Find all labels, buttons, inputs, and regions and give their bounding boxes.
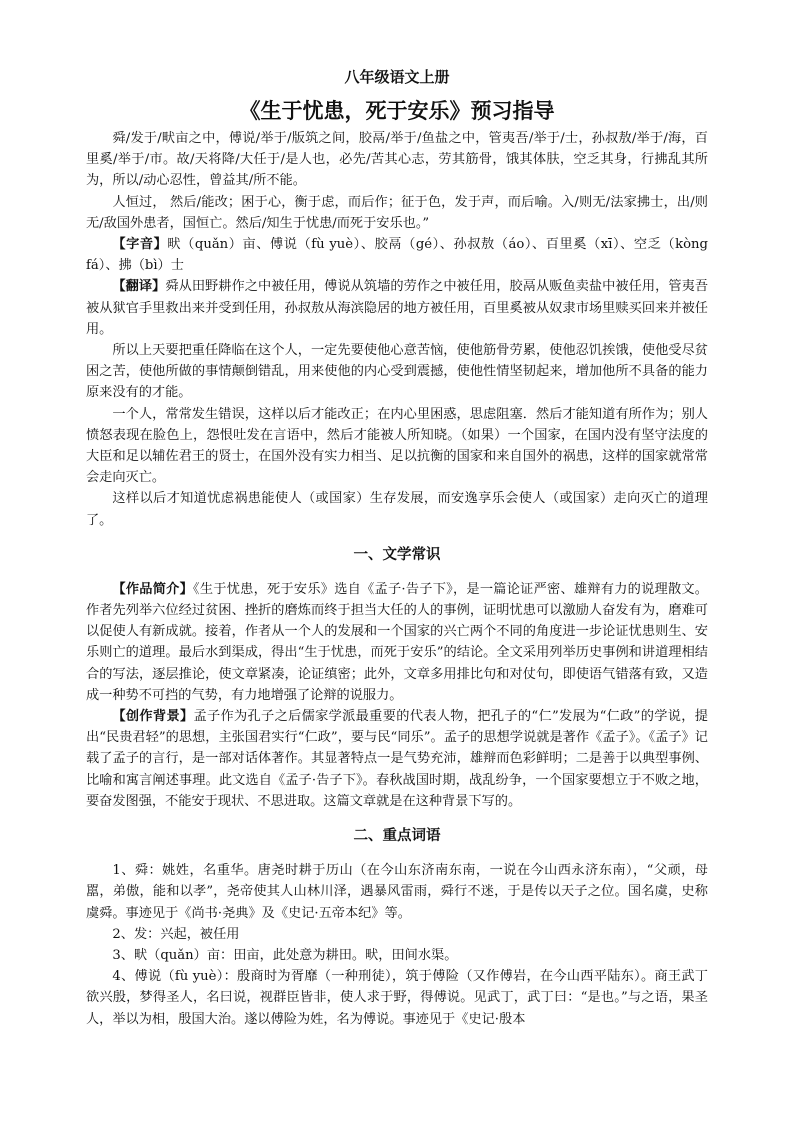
- main-title: 《生于忧患，死于安乐》预习指导: [239, 99, 555, 123]
- vocab-item-2: 2、发：兴起，被任用: [112, 926, 240, 942]
- pronunciation-text: 畎（quǎn）亩、傅说（fù yuè）、胶鬲（gé）、孙叔敖（áo）、百里奚（xī）、空乏（kòng fá）、拂（bì）士: [86, 237, 708, 274]
- work-intro-tag: 【作品简介】: [112, 581, 194, 597]
- original-text-paragraph-2: 人恒过， 然后/能改；困于心，衡于虑，而后作；征于色，发于声，而后喻。入/则无/法家拂士，出/则无/敌国外患者，国恒亡。然后/知生于忧患/而死于安乐也。”: [86, 194, 708, 231]
- original-text-paragraph-1: 舜/发于/畎亩之中，傅说/举于/版筑之间，胶鬲/举于/鱼盐之中，管夷吾/举于/士，孙叔敖/举于/海，百里奚/举于/市。故/天将降/大任于/是人也，必先/苦其心志，劳其筋骨，饿其体肤，空乏其身，行拂乱其所为，所以/动心忍性，曾益其/所不能。: [86, 131, 708, 189]
- translation-paragraph-2: 所以上天要把重任降临在这个人，一定先要使他心意苦恼，使他筋骨劳累，使他忍饥挨饿，使他受尽贫困之苦，使他所做的事情颠倒错乱，用来使他的内心受到震撼，使他性情坚韧起来，增加他所不具备的能力原来没有的才能。: [86, 343, 708, 401]
- background-text: 孟子作为孔子之后儒家学派最重要的代表人物，把孔子的“仁”发展为“仁政”的学说，提出“民贵君轻”的思想，主张国君实行“仁政”，要与民“同乐”。孟子的思想学说就是著作《孟子》。《孟子》记载了孟子的言行，是一部对话体著作。其显著特点一是气势充沛，雄辩而色彩鲜明；二是善于以典型事例、比喻和寓言阐述事理。此文选自《孟子·告子下》。春秋战国时期，战乱纷争，一个国家要想立于不败之地，要奋发图强，不能安于现状、不思进取。这篇文章就是在这种背景下写的。: [86, 709, 708, 809]
- background-paragraph: [86, 706, 708, 812]
- translation-paragraph-3: 一个人，常常发生错误，这样以后才能改正；在内心里困惑，思虑阻塞．然后才能知道有所作为；别人愤怒表现在脸色上，怨恨吐发在言语中，然后才能被人所知晓。（如果）一个国家，在国内没有坚守法度的大臣和足以辅佐君王的贤士，在国外没有实力相当、足以抗衡的国家和来自国外的祸患，这样的国家就常常会走向灭亡。: [86, 406, 708, 486]
- section-heading-vocabulary: 二、重点词语: [353, 828, 441, 845]
- background-tag: 【创作背景】: [112, 709, 194, 725]
- translation-tag: 【翻译】: [112, 279, 166, 295]
- translation-paragraph-1: [86, 276, 708, 340]
- document-title: 八年级语文上册: [344, 68, 450, 86]
- document-page: [86, 66, 708, 1030]
- pronunciation-tag: 【字音】: [112, 237, 168, 253]
- section-heading-literature: 一、文学常识: [353, 546, 441, 563]
- translation-text-1: 舜从田野耕作之中被任用，傅说从筑墙的劳作之中被任用，胶鬲从贩鱼卖盐中被任用，管夷吾被从狱官手里救出来并受到任用，孙叔敖从海滨隐居的地方被任用，百里奚被从奴隶市场里赎买回来并被任用。: [86, 279, 709, 337]
- vocab-item-4: 4、傅说（fù yuè）：殷商时为胥靡（一种刑徒），筑于傅险（又作傅岩，在今山西平陆东）。商王武丁欲兴殷，梦得圣人，名曰说，视群臣皆非，使人求于野，得傅说。见武丁，武丁曰：“是也。”与之语，果圣人，举以为相，殷国大治。遂以傅险为姓，名为傅说。事迹见于《史记·殷本: [86, 969, 708, 1027]
- work-intro-text: 《生于忧患，死于安乐》选自《孟子·告子下》，是一篇论证严密、雄辩有力的说理散文。作者先列举六位经过贫困、挫折的磨炼而终于担当大任的人的事例，证明忧患可以激励人奋发有为，磨难可以促使人有新成就。接着，作者从一个人的发展和一个国家的兴亡两个不同的角度进一步论证忧患则生、安乐则亡的道理。最后水到渠成，得出“生于忧患，而死于安乐”的结论。全文采用列举历史事例和讲道理相结合的写法，逐层推论，使文章紧凑，论证缜密；此外，文章多用排比句和对仗句，即使语气错落有致，又造成一种势不可挡的气势，有力地增强了论辩的说服力。: [86, 581, 708, 703]
- vocab-item-1: 1、舜：姚姓，名重华。唐尧时耕于历山（在今山东济南东南，一说在今山西永济东南），“父顽，母嚚，弟傲，能和以孝”，尧帝使其人山林川泽，遇暴风雷雨，舜行不迷，于是传以天子之位。国名虞，史称虞舜。事迹见于《尚书·尧典》及《史记·五帝本纪》等。: [86, 863, 708, 921]
- vocab-item-3: 3、畎（quǎn）亩：田亩，此处意为耕田。畎，田间水渠。: [112, 947, 458, 963]
- pronunciation-paragraph: [86, 234, 708, 276]
- translation-paragraph-4: 这样以后才知道忧虑祸患能使人（或国家）生存发展，而安逸享乐会使人（或国家）走向灭亡的道理了。: [86, 491, 708, 528]
- work-intro-paragraph: [86, 579, 708, 706]
